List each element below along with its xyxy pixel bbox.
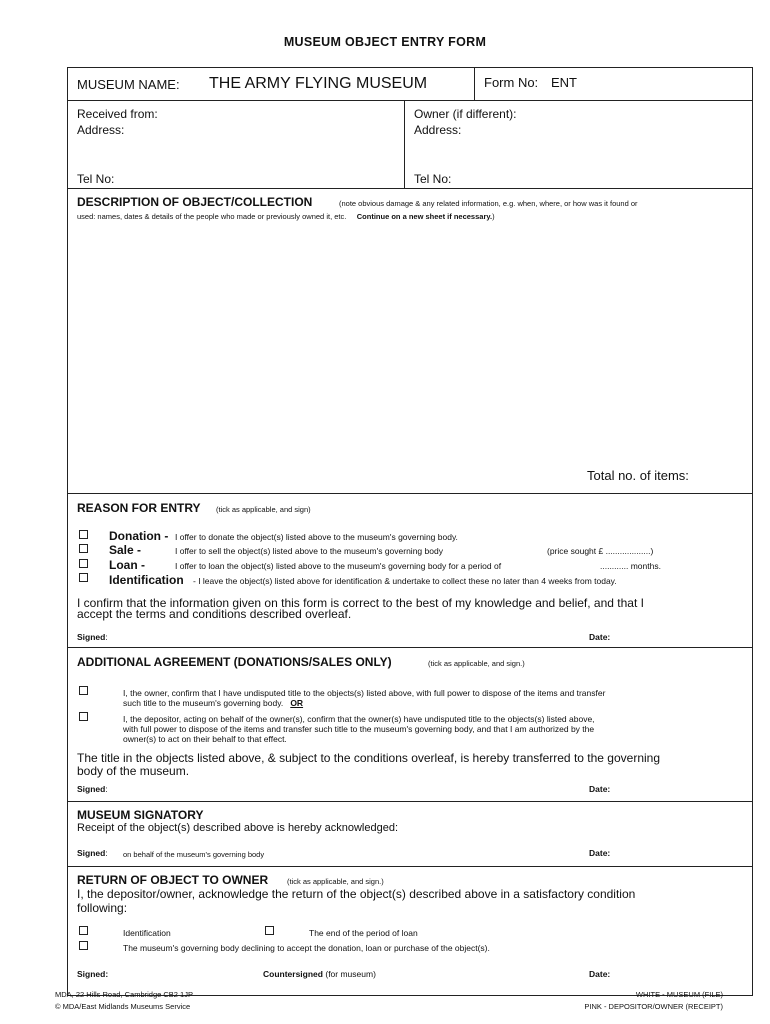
return-text-line2: following: [77,901,128,915]
divider [474,67,475,100]
reason-date-label[interactable]: Date: [589,632,611,642]
owner-address-label: Address: [414,123,462,137]
return-end-loan-label: The end of the period of loan [309,928,418,938]
return-identification-label: Identification [123,928,171,938]
received-address-label: Address: [77,123,125,137]
loan-text: I offer to loan the object(s) listed above to the museum's governing body for a period of [175,561,502,571]
divider [67,801,753,802]
or-label: OR [290,698,304,708]
identification-text: - I leave the object(s) listed above for identification & undertake to collect these no later than 4 weeks from today. [193,576,617,586]
price-sought[interactable]: (price sought £ ...................) [547,546,654,556]
owner-tel-label: Tel No: [414,172,452,186]
additional-signed-label[interactable]: Signed: [77,784,108,794]
footer-copyright: © MDA/East Midlands Museums Service [55,1002,191,1011]
donation-text: I offer to donate the object(s) listed above to the museum's governing body. [175,532,458,542]
description-note: (note obvious damage & any related information, e.g. when, where, or how was it found or [339,199,638,208]
depositor-title-text: I, the depositor, acting on behalf of the owner(s), confirm that the owner(s) have undisputed title to the objects(s) listed above, [123,714,595,724]
return-end-loan-checkbox[interactable] [265,926,274,935]
identification-checkbox[interactable] [79,573,88,582]
reason-signed-label[interactable]: Signed: [77,632,108,642]
description-heading: DESCRIPTION OF OBJECT/COLLECTION [77,195,313,209]
confirm-text-line2: accept the terms and conditions described overleaf. [77,607,352,621]
loan-label: Loan - [109,558,145,572]
additional-heading: ADDITIONAL AGREEMENT (DONATIONS/SALES ONLY) [77,655,392,669]
return-heading: RETURN OF OBJECT TO OWNER [77,873,269,887]
reason-heading: REASON FOR ENTRY [77,501,201,515]
loan-period[interactable]: ............ months. [600,561,661,571]
return-date-label[interactable]: Date: [589,969,611,979]
return-signed-label[interactable]: Signed: [77,969,109,979]
divider [67,647,753,648]
total-items-label: Total no. of items: [587,468,689,483]
signatory-date-label[interactable]: Date: [589,848,611,858]
description-note-line2: used: names, dates & details of the people who made or previously owned it, etc. Continue on a new sheet if necessary.) [77,212,495,221]
additional-date-label[interactable]: Date: [589,784,611,794]
divider [67,866,753,867]
title-transfer-text: The title in the objects listed above, & subject to the conditions overleaf, is hereby transferred to the governing [77,751,661,765]
museum-name-value[interactable]: THE ARMY FLYING MUSEUM [209,75,428,92]
signatory-signed-label[interactable]: Signed: [77,848,108,858]
receipt-text: Receipt of the object(s) described above is hereby acknowledged: [77,822,399,834]
owner-title-checkbox[interactable] [79,686,88,695]
received-from-label: Received from: [77,107,158,121]
behalf-text: on behalf of the museum's governing body [123,850,265,859]
form-no-value[interactable]: ENT [551,75,577,90]
loan-checkbox[interactable] [79,559,88,568]
confirm-text: I confirm that the information given on this form is correct to the best of my knowledge and belief, and that I [77,596,644,610]
owner-title-text-line2: such title to the museum's governing body. OR [123,698,304,708]
return-hint: (tick as applicable, and sign.) [287,877,384,886]
return-declined-label: The museum's governing body declining to accept the donation, loan or purchase of the object(s). [123,943,490,953]
received-tel-label: Tel No: [77,172,115,186]
return-text: I, the depositor/owner, acknowledge the return of the object(s) described above in a satisfactory condition [77,887,636,901]
additional-hint: (tick as applicable, and sign.) [428,659,525,668]
title-transfer-text-line2: body of the museum. [77,764,190,778]
divider [67,100,753,101]
depositor-title-text-line3: owner(s) to act on their behalf to that effect. [123,734,287,744]
form-no-label: Form No: [484,75,539,90]
divider [67,188,753,189]
divider [67,493,753,494]
return-identification-checkbox[interactable] [79,926,88,935]
depositor-title-checkbox[interactable] [79,712,88,721]
donation-label: Donation - [109,529,169,543]
owner-label: Owner (if different): [414,107,517,121]
sale-label: Sale - [109,543,142,557]
sale-checkbox[interactable] [79,544,88,553]
footer-copy-white: WHITE - MUSEUM (FILE) [635,990,723,999]
owner-title-text: I, the owner, confirm that I have undisputed title to the objects(s) listed above, with full power to dispose of the items and transfer [123,688,606,698]
depositor-title-text-line2: with full power to dispose of the items and transfer such title to the museum's governing body, and that I am authorized by the [123,724,595,734]
form-title: MUSEUM OBJECT ENTRY FORM [283,35,487,49]
footer-copy-pink: PINK - DEPOSITOR/OWNER (RECEIPT) [584,1002,723,1011]
signatory-heading: MUSEUM SIGNATORY [77,808,204,822]
return-declined-checkbox[interactable] [79,941,88,950]
donation-checkbox[interactable] [79,530,88,539]
divider [404,100,405,188]
continue-note: Continue on a new sheet if necessary. [356,212,493,221]
reason-hint: (tick as applicable, and sign) [216,505,311,514]
identification-label: Identification [109,573,184,587]
sale-text: I offer to sell the object(s) listed above to the museum's governing body [175,546,443,556]
museum-name-label: MUSEUM NAME: [77,77,180,92]
footer-address: MDA, 22 Hills Road, Cambridge CB2 1JP [55,990,193,999]
countersigned-field[interactable]: Countersigned (for museum) [263,969,376,979]
